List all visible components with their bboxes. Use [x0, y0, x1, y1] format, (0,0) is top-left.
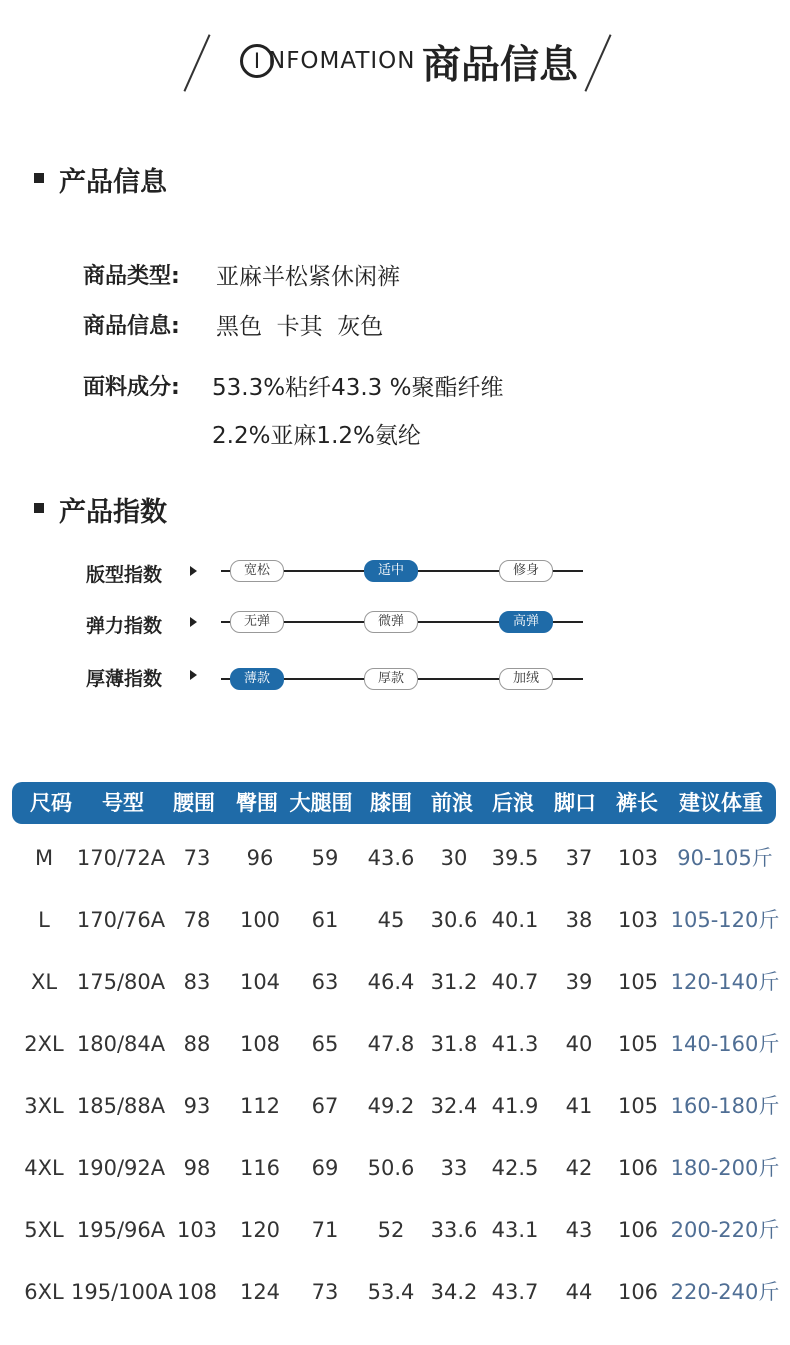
cell-hip: 108: [239, 1032, 281, 1056]
arrow-right-icon: [190, 566, 197, 576]
cell-weight: 120-140斤: [670, 970, 780, 994]
cell-front-rise: 30: [440, 846, 468, 870]
info-word: NFOMATION: [268, 48, 416, 74]
index-option: 修身: [499, 560, 553, 582]
cell-hip: 116: [239, 1156, 281, 1180]
cell-thigh: 59: [311, 846, 339, 870]
cell-knee: 49.2: [367, 1094, 415, 1118]
cell-back-rise: 41.3: [491, 1032, 539, 1056]
cell-knee: 52: [377, 1218, 405, 1242]
cell-weight: 200-220斤: [670, 1218, 780, 1242]
header-slash-left: [183, 34, 210, 91]
cell-size: 2XL: [24, 1032, 64, 1056]
cell-waist: 98: [183, 1156, 211, 1180]
cell-weight: 180-200斤: [670, 1156, 780, 1180]
arrow-right-icon: [190, 670, 197, 680]
cell-model: 170/76A: [76, 908, 166, 932]
info-label: 商品信息:: [83, 314, 180, 339]
cell-back-rise: 43.1: [491, 1218, 539, 1242]
cell-front-rise: 32.4: [430, 1094, 478, 1118]
cell-weight: 140-160斤: [670, 1032, 780, 1056]
cell-waist: 88: [183, 1032, 211, 1056]
cell-knee: 43.6: [367, 846, 415, 870]
th-knee: 膝围: [370, 791, 412, 815]
index-option: 加绒: [499, 668, 553, 690]
cell-knee: 45: [377, 908, 405, 932]
cell-thigh: 63: [311, 970, 339, 994]
info-value: 黑色 卡其 灰色: [216, 314, 384, 340]
cell-back-rise: 39.5: [491, 846, 539, 870]
cell-model: 190/92A: [76, 1156, 166, 1180]
page-title: 商品信息: [422, 43, 579, 88]
cell-length: 105: [617, 1032, 659, 1056]
cell-knee: 50.6: [367, 1156, 415, 1180]
th-waist: 腰围: [173, 791, 215, 815]
th-back-rise: 后浪: [492, 791, 534, 815]
th-model: 号型: [102, 791, 144, 815]
cell-hip: 120: [239, 1218, 281, 1242]
section-bullet: [34, 173, 44, 183]
cell-length: 103: [617, 908, 659, 932]
cell-back-rise: 40.7: [491, 970, 539, 994]
cell-waist: 83: [183, 970, 211, 994]
type-label: 商品类型:: [83, 264, 180, 289]
cell-leg-opening: 37: [565, 846, 593, 870]
cell-model: 170/72A: [76, 846, 166, 870]
cell-leg-opening: 41: [565, 1094, 593, 1118]
cell-model: 180/84A: [76, 1032, 166, 1056]
cell-front-rise: 33: [440, 1156, 468, 1180]
header-slash-right: [584, 34, 611, 91]
cell-hip: 104: [239, 970, 281, 994]
cell-size: 6XL: [24, 1280, 64, 1304]
index-option: 厚款: [364, 668, 418, 690]
cell-knee: 47.8: [367, 1032, 415, 1056]
cell-model: 195/96A: [76, 1218, 166, 1242]
th-size: 尺码: [30, 791, 72, 815]
cell-leg-opening: 43: [565, 1218, 593, 1242]
index-option-active: 适中: [364, 560, 418, 582]
th-length: 裤长: [616, 791, 658, 815]
index-label-fit: 版型指数: [86, 564, 163, 586]
index-label-stretch: 弹力指数: [86, 615, 163, 637]
cell-front-rise: 33.6: [430, 1218, 478, 1242]
section-bullet: [34, 503, 44, 513]
th-leg-opening: 脚口: [554, 791, 596, 815]
cell-weight: 160-180斤: [670, 1094, 780, 1118]
header-infomation: [240, 40, 415, 82]
arrow-right-icon: [190, 617, 197, 627]
th-front-rise: 前浪: [431, 791, 473, 815]
cell-thigh: 65: [311, 1032, 339, 1056]
cell-knee: 46.4: [367, 970, 415, 994]
cell-waist: 108: [176, 1280, 218, 1304]
cell-waist: 78: [183, 908, 211, 932]
cell-thigh: 67: [311, 1094, 339, 1118]
cell-size: M: [34, 846, 54, 870]
cell-model: 175/80A: [76, 970, 166, 994]
cell-size: 3XL: [24, 1094, 64, 1118]
cell-waist: 93: [183, 1094, 211, 1118]
section-title-product-info: 产品信息: [59, 167, 167, 198]
cell-model: 195/100A: [71, 1280, 173, 1304]
cell-leg-opening: 42: [565, 1156, 593, 1180]
cell-back-rise: 42.5: [491, 1156, 539, 1180]
cell-length: 106: [617, 1280, 659, 1304]
type-value: 亚麻半松紧休闲裤: [216, 264, 400, 290]
cell-leg-opening: 38: [565, 908, 593, 932]
index-option: 宽松: [230, 560, 284, 582]
cell-knee: 53.4: [367, 1280, 415, 1304]
fabric-label: 面料成分:: [83, 375, 180, 400]
cell-weight: 90-105斤: [677, 846, 773, 870]
cell-back-rise: 43.7: [491, 1280, 539, 1304]
cell-size: XL: [30, 970, 58, 994]
cell-length: 103: [617, 846, 659, 870]
cell-back-rise: 41.9: [491, 1094, 539, 1118]
section-title-product-index: 产品指数: [59, 497, 167, 528]
cell-front-rise: 31.8: [430, 1032, 478, 1056]
cell-size: 4XL: [24, 1156, 64, 1180]
cell-model: 185/88A: [76, 1094, 166, 1118]
cell-length: 106: [617, 1218, 659, 1242]
cell-thigh: 61: [311, 908, 339, 932]
th-weight: 建议体重: [679, 791, 763, 815]
cell-weight: 105-120斤: [670, 908, 780, 932]
cell-size: 5XL: [24, 1218, 64, 1242]
th-thigh: 大腿围: [289, 791, 353, 815]
cell-back-rise: 40.1: [491, 908, 539, 932]
cell-hip: 112: [239, 1094, 281, 1118]
index-label-thickness: 厚薄指数: [86, 668, 163, 690]
cell-weight: 220-240斤: [670, 1280, 780, 1304]
cell-front-rise: 30.6: [430, 908, 478, 932]
cell-size: L: [38, 908, 50, 932]
fabric-line-1: 53.3%粘纤43.3 %聚酯纤维: [212, 375, 504, 401]
cell-front-rise: 31.2: [430, 970, 478, 994]
cell-hip: 124: [239, 1280, 281, 1304]
index-option-active: 高弹: [499, 611, 553, 633]
index-option: 无弹: [230, 611, 284, 633]
cell-thigh: 71: [311, 1218, 339, 1242]
cell-length: 105: [617, 970, 659, 994]
info-circle-letter: I: [240, 44, 274, 78]
cell-leg-opening: 40: [565, 1032, 593, 1056]
size-table-header: [12, 782, 776, 824]
index-option-active: 薄款: [230, 668, 284, 690]
cell-front-rise: 34.2: [430, 1280, 478, 1304]
cell-length: 106: [617, 1156, 659, 1180]
cell-leg-opening: 44: [565, 1280, 593, 1304]
th-hip: 臀围: [236, 791, 278, 815]
cell-thigh: 69: [311, 1156, 339, 1180]
cell-hip: 100: [239, 908, 281, 932]
fabric-line-2: 2.2%亚麻1.2%氨纶: [212, 423, 421, 449]
cell-waist: 73: [183, 846, 211, 870]
cell-leg-opening: 39: [565, 970, 593, 994]
index-option: 微弹: [364, 611, 418, 633]
cell-length: 105: [617, 1094, 659, 1118]
cell-waist: 103: [176, 1218, 218, 1242]
cell-thigh: 73: [311, 1280, 339, 1304]
cell-hip: 96: [246, 846, 274, 870]
